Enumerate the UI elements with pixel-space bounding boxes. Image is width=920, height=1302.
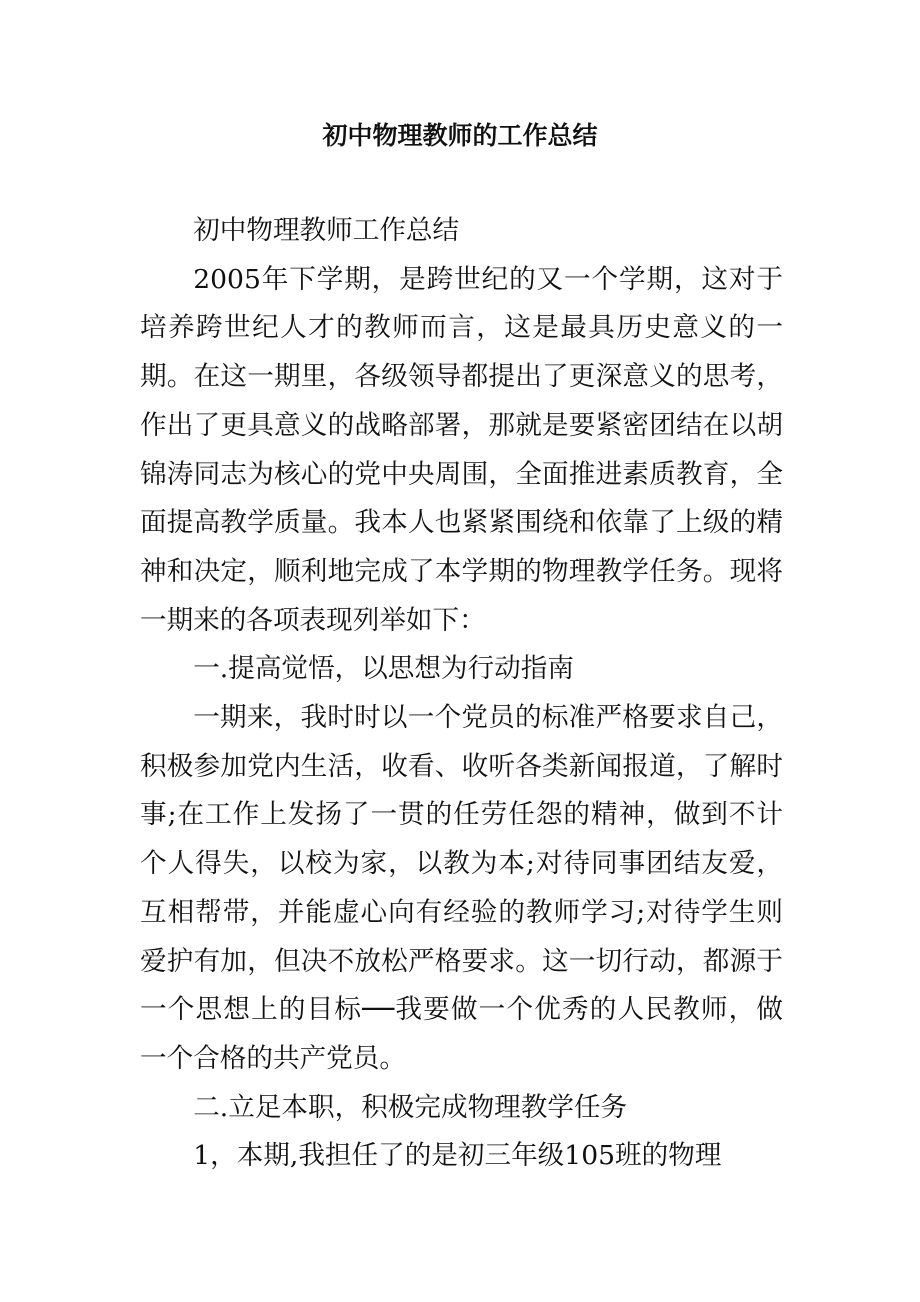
paragraph-section-two-item-1: 1，本期,我担任了的是初三年级105班的物理 (193, 1140, 722, 1172)
section-heading-one: 一.提高觉悟，以思想为行动指南 (193, 653, 574, 685)
paragraph-intro: 2005年下学期，是跨世纪的又一个学期，这对于培养跨世纪人才的教师而言，这是最具历史意义的一期。在这一期里，各级领导都提出了更深意义的思考，作出了更具意义的战略部署，那就是要紧密团结在以胡锦涛同志为核心的党中央周围，全面推进素质教育，全面提高教学质量。我本人也紧紧围绕和依靠了上级的精神和决定，顺利地完成了本学期的物理教学任务。现将一期来的各项表现列举如下： (140, 263, 783, 636)
paragraph-section-one: 一期来，我时时以一个党员的标准严格要求自己，积极参加党内生活，收看、收听各类新闻报道，了解时事;在工作上发扬了一贯的任劳任怨的精神，做到不计个人得失，以校为家，以教为本;对待同事团结友爱，互相帮带，并能虚心向有经验的教师学习;对待学生则爱护有加，但决不放松严格要求。这一切行动，都源于一个思想上的目标──我要做一个优秀的人民教师，做一个合格的共产党员。 (140, 702, 783, 1074)
section-heading-two: 二.立足本职，积极完成物理教学任务 (193, 1091, 628, 1123)
paragraph-subtitle: 初中物理教师工作总结 (193, 215, 460, 246)
document-body (140, 207, 783, 1181)
document-title: 初中物理教师的工作总结 (322, 121, 598, 150)
